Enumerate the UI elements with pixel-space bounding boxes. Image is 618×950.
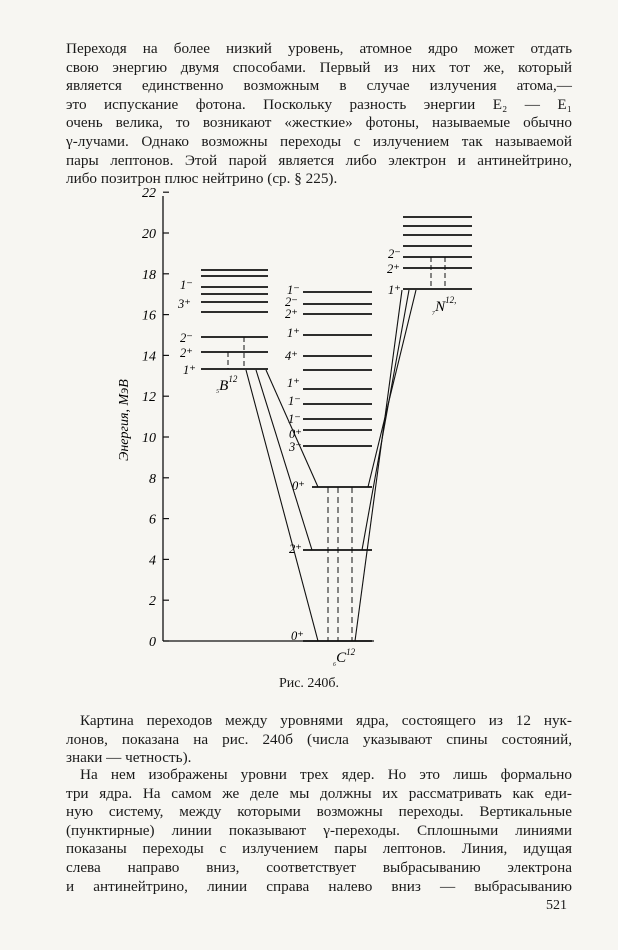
level-label: 2⁺ [387,262,400,276]
y-tick-label: 22 [142,186,156,202]
beta-line [246,370,318,641]
level-label: 2⁺ [289,542,302,556]
level-label: 1⁺ [287,376,300,390]
level-label: 2⁺ [180,346,193,360]
level-label: 1⁻ [288,394,301,408]
text-line: является единственно возможным в случае излучения атома,— [66,77,572,95]
level-label: 1⁻ [287,283,300,297]
text-line: слева направо вниз, соответствует выбрасыванию электрона [66,858,572,876]
text-line: либо позитрон плюс нейтрино (ср. § 225). [66,170,338,188]
level-label: 2⁺ [285,307,298,321]
level-label: 4⁺ [285,349,298,363]
text-line: лонов, показана на рис. 240б (числа указывают спины состояний, [66,730,572,748]
level-label: 2⁻ [285,295,298,309]
text-line: (пунктирные) линии показывают γ-переходы. Сплошными линиями [66,821,572,839]
beta-line [362,290,409,550]
text-line: и антинейтрино, линии справа налево вниз — выбрасыванию [66,877,572,895]
level-label: 0⁺ [291,629,304,643]
nucleus-label-n12: $_7N^{12,}$ [432,295,457,315]
level-label: 1⁺ [287,326,300,340]
y-tick-label: 6 [149,512,156,528]
n12-levels [403,217,472,289]
c12-labels [285,283,356,666]
y-tick-label: 16 [142,308,156,324]
nucleus-label-b12: $_5B^{12}$ [216,374,238,394]
figure-caption: Рис. 240б. [278,676,340,691]
beta-line [355,290,402,641]
lepton-transitions [246,290,416,641]
text-line: свою энергию двумя способами. Первый из них тот же, который [66,58,572,76]
level-label: 3⁺ [178,297,191,311]
text-line: Картина переходов между уровнями ядра, состоящего из 12 нук- [80,712,572,729]
description-paragraph [66,712,572,768]
level-label: 2⁻ [180,331,193,345]
b12-levels [201,270,268,369]
beta-line [256,370,312,550]
y-tick-label: 14 [142,349,156,365]
y-tick-label: 8 [149,471,156,487]
b12-gamma-lines [228,337,244,369]
text-line: γ-лучами. Однако возможны переходы с излучением так называемой [66,132,572,150]
level-label: 0⁺ [292,479,305,493]
y-tick-label: 10 [142,431,156,446]
text-line: три ядра. На самом же деле мы должны их рассматривать как еди- [66,784,572,802]
text-line: показаны переходы с излучением пары лептонов. Линия, идущая [66,840,572,858]
y-tick-label: 12 [142,390,156,406]
y-tick-label: 18 [142,267,156,283]
level-label: 0⁺ [289,427,302,441]
y-tick-label: 0 [149,635,156,650]
c12-gamma-lines [328,487,352,641]
level-label: 3⁻ [289,440,302,454]
y-ticks [142,186,169,650]
level-label: 1⁺ [183,363,196,377]
level-label: 1⁺ [388,283,401,297]
n12-gamma-lines [431,257,445,289]
explanation-paragraph [66,766,572,896]
text-line: это испускание фотона. Поскольку разность энергии E₂ — E₁ [66,95,572,113]
nucleus-label-c12: $_6C^{12}$ [333,647,356,666]
text-line: знаки — четность). [66,749,192,767]
text-line: пары лептонов. Этой парой является либо электрон и антинейтрино, [66,151,572,169]
beta-line [368,290,416,487]
page-number: 521 [546,898,567,913]
text-line: очень велика, то возникают «жесткие» фотоны, называемые обычно [66,114,572,132]
y-tick-label: 4 [149,553,156,569]
y-axis-label: Энергия, МэВ [117,379,132,461]
text-line: Переходя на более низкий уровень, атомное ядро может отдать [66,40,572,57]
level-label: 1⁻ [180,278,193,292]
y-tick-label: 20 [142,227,156,242]
level-label: 1⁻ [288,412,301,426]
b12-labels [177,278,238,394]
y-tick-label: 2 [149,594,156,610]
level-label: 2⁻ [388,247,401,261]
text-line: На нем изображены уровни трех ядер. Но это лишь формально [80,766,572,783]
text-line: ную систему, между которыми возможны переходы. Вертикальные [66,803,572,821]
